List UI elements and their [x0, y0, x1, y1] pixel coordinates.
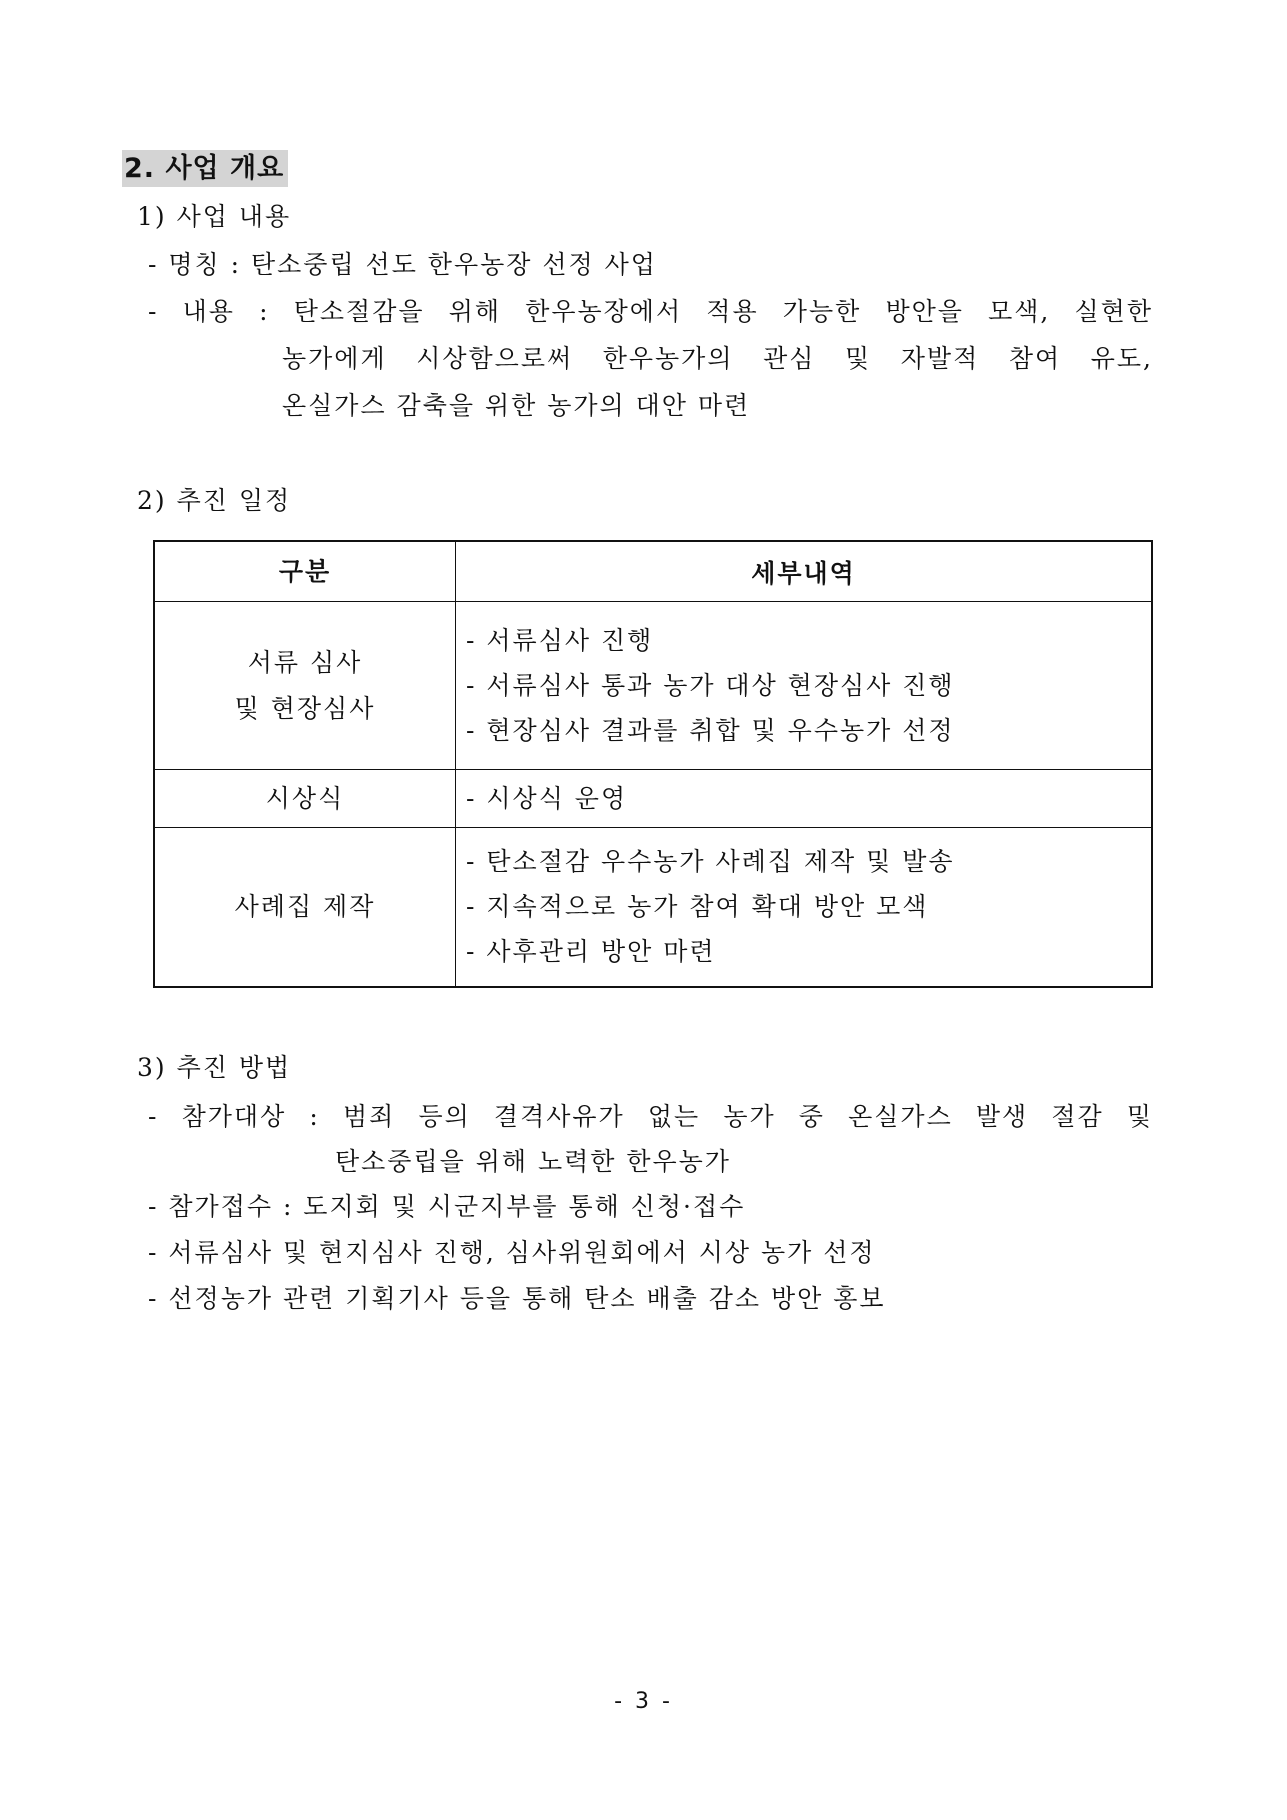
- detail-item: - 현장심사 결과를 취합 및 우수농가 선정: [466, 716, 955, 745]
- row-category: [154, 602, 456, 770]
- table-header-row: [154, 541, 1152, 602]
- part2-title: 2) 추진 일정: [137, 486, 292, 515]
- schedule-table: [153, 540, 1153, 988]
- name-line: - 명칭 : 탄소중립 선도 한우농장 선정 사업: [148, 250, 657, 279]
- page-number: - 3 -: [614, 1689, 673, 1714]
- content-line-1: - 내용 : 탄소절감을 위해 한우농장에서 적용 가능한 방안을 모색, 실현한: [148, 297, 1153, 326]
- method-line-1: - 참가대상 : 범죄 등의 결격사유가 없는 농가 중 온실가스 발생 절감 및: [148, 1102, 1153, 1131]
- table-row: [154, 828, 1152, 987]
- detail-item: - 서류심사 통과 농가 대상 현장심사 진행: [466, 671, 955, 700]
- row-category: [154, 770, 456, 828]
- method-line-3: - 참가접수 : 도지회 및 시군지부를 통해 신청·접수: [148, 1192, 746, 1221]
- table-row: [154, 770, 1152, 828]
- section-heading: 2. 사업 개요: [122, 150, 288, 187]
- row-category: [154, 828, 456, 987]
- part3-title: 3) 추진 방법: [137, 1053, 292, 1082]
- detail-item: - 서류심사 진행: [466, 626, 654, 655]
- row-details: [456, 828, 1153, 987]
- header-details: 세부내역: [456, 541, 1153, 602]
- table-row: [154, 602, 1152, 770]
- content-line-3: 온실가스 감축을 위한 농가의 대안 마련: [282, 391, 751, 420]
- part1-title: 1) 사업 내용: [137, 202, 292, 231]
- row-details: [456, 770, 1153, 828]
- content-line-2: 농가에게 시상함으로써 한우농가의 관심 및 자발적 참여 유도,: [282, 344, 1153, 373]
- category-line: 및 현장심사: [234, 693, 376, 723]
- method-line-4: - 서류심사 및 현지심사 진행, 심사위원회에서 시상 농가 선정: [148, 1238, 876, 1267]
- category-line: 서류 심사: [247, 647, 363, 677]
- header-category: 구분: [154, 541, 456, 602]
- category-line: 사례집 제작: [234, 891, 376, 921]
- detail-item: - 사후관리 방안 마련: [466, 937, 716, 967]
- method-line-5: - 선정농가 관련 기획기사 등을 통해 탄소 배출 감소 방안 홍보: [148, 1284, 886, 1313]
- detail-item: - 탄소절감 우수농가 사례집 제작 및 발송: [466, 847, 955, 877]
- detail-item: - 시상식 운영: [466, 784, 628, 813]
- row-details: [456, 602, 1153, 770]
- method-line-2: 탄소중립을 위해 노력한 한우농가: [335, 1147, 731, 1176]
- category-line: 시상식: [265, 783, 345, 813]
- detail-item: - 지속적으로 농가 참여 확대 방안 모색: [466, 892, 929, 922]
